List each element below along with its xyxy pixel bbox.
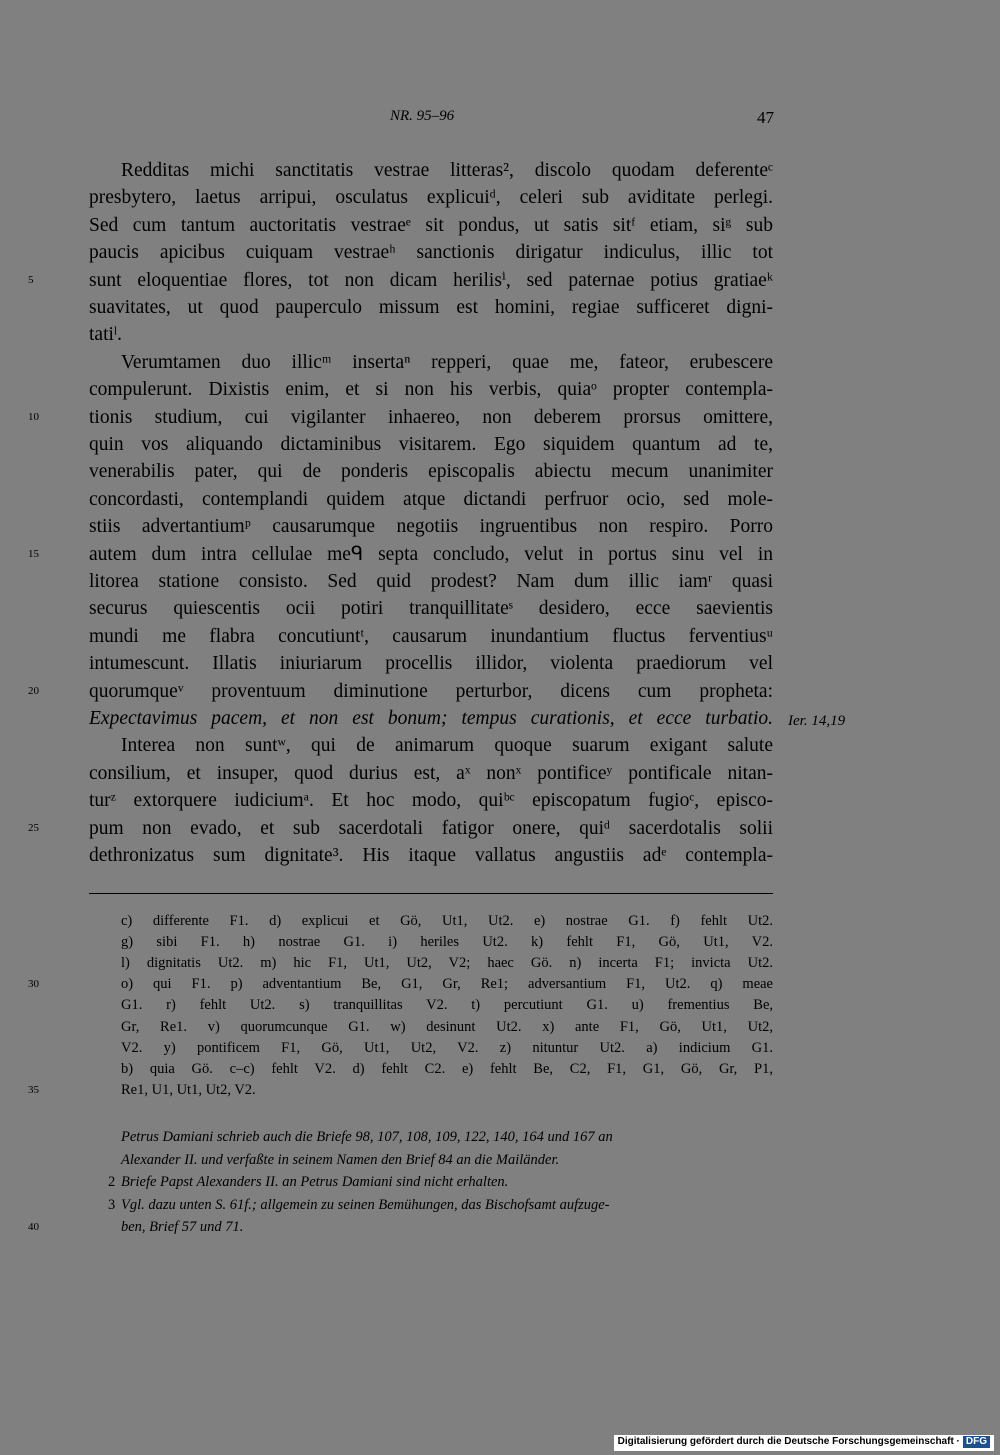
dfg-footer-bar [614, 1435, 994, 1451]
text-line: consilium, et insuper, quod durius est, aˣ nonˣ pontificeʸ pontificale nitan- [89, 762, 773, 784]
text-line: mundi me flabra concutiuntᵗ, causarum inundantium fluctus ferventiusᵘ [89, 625, 773, 647]
footnote-line: G1. r) fehlt Ut2. s) tranquillitas V2. t) percutiunt G1. u) frementius Be, [121, 997, 773, 1014]
footnote-line: Gr, Re1. v) quorumcunque G1. w) desinunt Ut2. x) ante F1, Gö, Ut1, Ut2, [121, 1018, 773, 1035]
line-number: 25 [28, 821, 39, 834]
text-line: tionis studium, cui vigilanter inhaereo, non deberem prorsus omittere, [89, 406, 773, 428]
text-line: sunt eloquentiae flores, tot non dicam herilisⁱ, sed paternae potius gratiaeᵏ [89, 269, 773, 291]
text-line: Expectavimus pacem, et non est bonum; tempus curationis, et ecce turbatio. [89, 708, 773, 729]
dfg-footer-text: Digitalisierung gefördert durch die Deutsche Forschungsgemeinschaft · [617, 1436, 960, 1447]
text-line: litorea statione consisto. Sed quid prodest? Nam dum illic iamʳ quasi [89, 571, 773, 592]
text-line: Sed cum tantum auctoritatis vestraeᵉ sit pondus, ut satis sitᶠ etiam, siᵍ sub [89, 214, 773, 236]
footnote-line: b) quia Gö. c–c) fehlt V2. d) fehlt C2. e) fehlt Be, C2, F1, G1, Gö, Gr, P1, [121, 1060, 773, 1077]
note-line: Vgl. dazu unten S. 61f.; allgemein zu seinen Bemühungen, das Bischofsamt aufzuge- [121, 1196, 610, 1213]
text-line: dethronizatus sum dignitate³. His itaque vallatus angustiis adᵉ contempla- [89, 845, 773, 866]
text-line: suavitates, ut quod pauperculo missum est homini, regiae sufficeret digni- [89, 297, 773, 318]
note-line: ben, Brief 57 und 71. [121, 1219, 244, 1235]
text-line: tatiˡ. [89, 324, 123, 346]
page-number: 47 [757, 108, 774, 127]
footnote-line: c) differente F1. d) explicui et Gö, Ut1, Ut2. e) nostrae G1. f) fehlt Ut2. [121, 913, 773, 929]
text-line: quorumqueᵛ proventuum diminutione perturbor, dicens cum propheta: [89, 680, 773, 702]
text-line: Redditas michi sanctitatis vestrae litteras², discolo quodam deferenteᶜ [121, 160, 773, 181]
footnote-line: o) qui F1. p) adventantium Be, G1, Gr, Re1; adversantium F1, Ut2. q) meae [121, 976, 773, 993]
note-number: 2 [108, 1174, 116, 1190]
line-number: 40 [28, 1221, 39, 1233]
note-number: 3 [108, 1196, 116, 1213]
text-line: venerabilis pater, qui de ponderis episcopalis abiectu mecum unanimiter [89, 461, 773, 483]
line-number: 10 [28, 410, 39, 423]
footnote-line: l) dignitatis Ut2. m) hic F1, Ut1, Ut2, V2; haec Gö. n) incerta F1; invicta Ut2. [121, 955, 773, 972]
footnote-line: Re1, U1, Ut1, Ut2, V2. [121, 1081, 256, 1098]
text-line: intumescunt. Illatis iniuriarum procellis illidor, violenta praediorum vel [89, 653, 773, 675]
text-line: quin vos aliquando dictaminibus visitarem. Ego siquidem quantum ad te, [89, 434, 773, 455]
footnote-line: V2. y) pontificem F1, Gö, Ut1, Ut2, V2. z) nituntur Ut2. a) indicium G1. [121, 1039, 773, 1056]
margin-reference: Ier. 14,19 [788, 713, 846, 729]
line-number: 35 [28, 1083, 39, 1096]
text-line: compulerunt. Dixistis enim, et si non his verbis, quiaᵒ propter contempla- [89, 379, 773, 401]
note-line: Briefe Papst Alexanders II. an Petrus Damiani sind nicht erhalten. [121, 1174, 509, 1190]
line-number: 5 [28, 273, 34, 286]
dfg-logo: DFG [963, 1436, 990, 1448]
text-line: presbytero, laetus arripui, osculatus explicuiᵈ, celeri sub aviditate perlegi. [89, 187, 773, 209]
text-line: turᶻ extorquere iudiciumᵃ. Et hoc modo, quiᵇᶜ episcopatum fugioᶜ, episco- [89, 790, 773, 812]
note-line: Alexander II. und verfaßte in seinem Namen den Brief 84 an die Mailänder. [121, 1151, 560, 1168]
footnote-line: g) sibi F1. h) nostrae G1. i) heriles Ut2. k) fehlt F1, Gö, Ut1, V2. [121, 934, 773, 951]
line-number: 20 [28, 684, 39, 697]
footnote-rule [89, 893, 773, 894]
text-line: securus quiescentis ocii potiri tranquillitateˢ desidero, ecce saevientis [89, 598, 773, 620]
text-line: concordasti, contemplandi quidem atque dictandi perfruor ocio, sed mole- [89, 488, 773, 510]
text-line: paucis apicibus cuiquam vestraeʰ sanctionis dirigatur indiculus, illic tot [89, 242, 773, 264]
running-header-title: NR. 95–96 [390, 108, 455, 124]
line-number: 30 [28, 978, 39, 991]
text-line: stiis advertantiumᵖ causarumque negotiis ingruentibus non respiro. Porro [89, 516, 773, 538]
text-line: Verumtamen duo illicᵐ insertaⁿ repperi, quae me, fateor, erubescere [121, 351, 773, 373]
text-line: autem dum intra cellulae meᑫ septa concludo, velut in portus sinu vel in [89, 543, 773, 565]
note-line: Petrus Damiani schrieb auch die Briefe 98, 107, 108, 109, 122, 140, 164 und 167 an [121, 1129, 613, 1145]
line-number: 15 [28, 547, 39, 560]
text-line: Interea non suntʷ, qui de animarum quoque suarum exigant salute [121, 735, 773, 757]
text-line: pum non evado, et sub sacerdotali fatigor onere, quiᵈ sacerdotalis solii [89, 817, 773, 839]
